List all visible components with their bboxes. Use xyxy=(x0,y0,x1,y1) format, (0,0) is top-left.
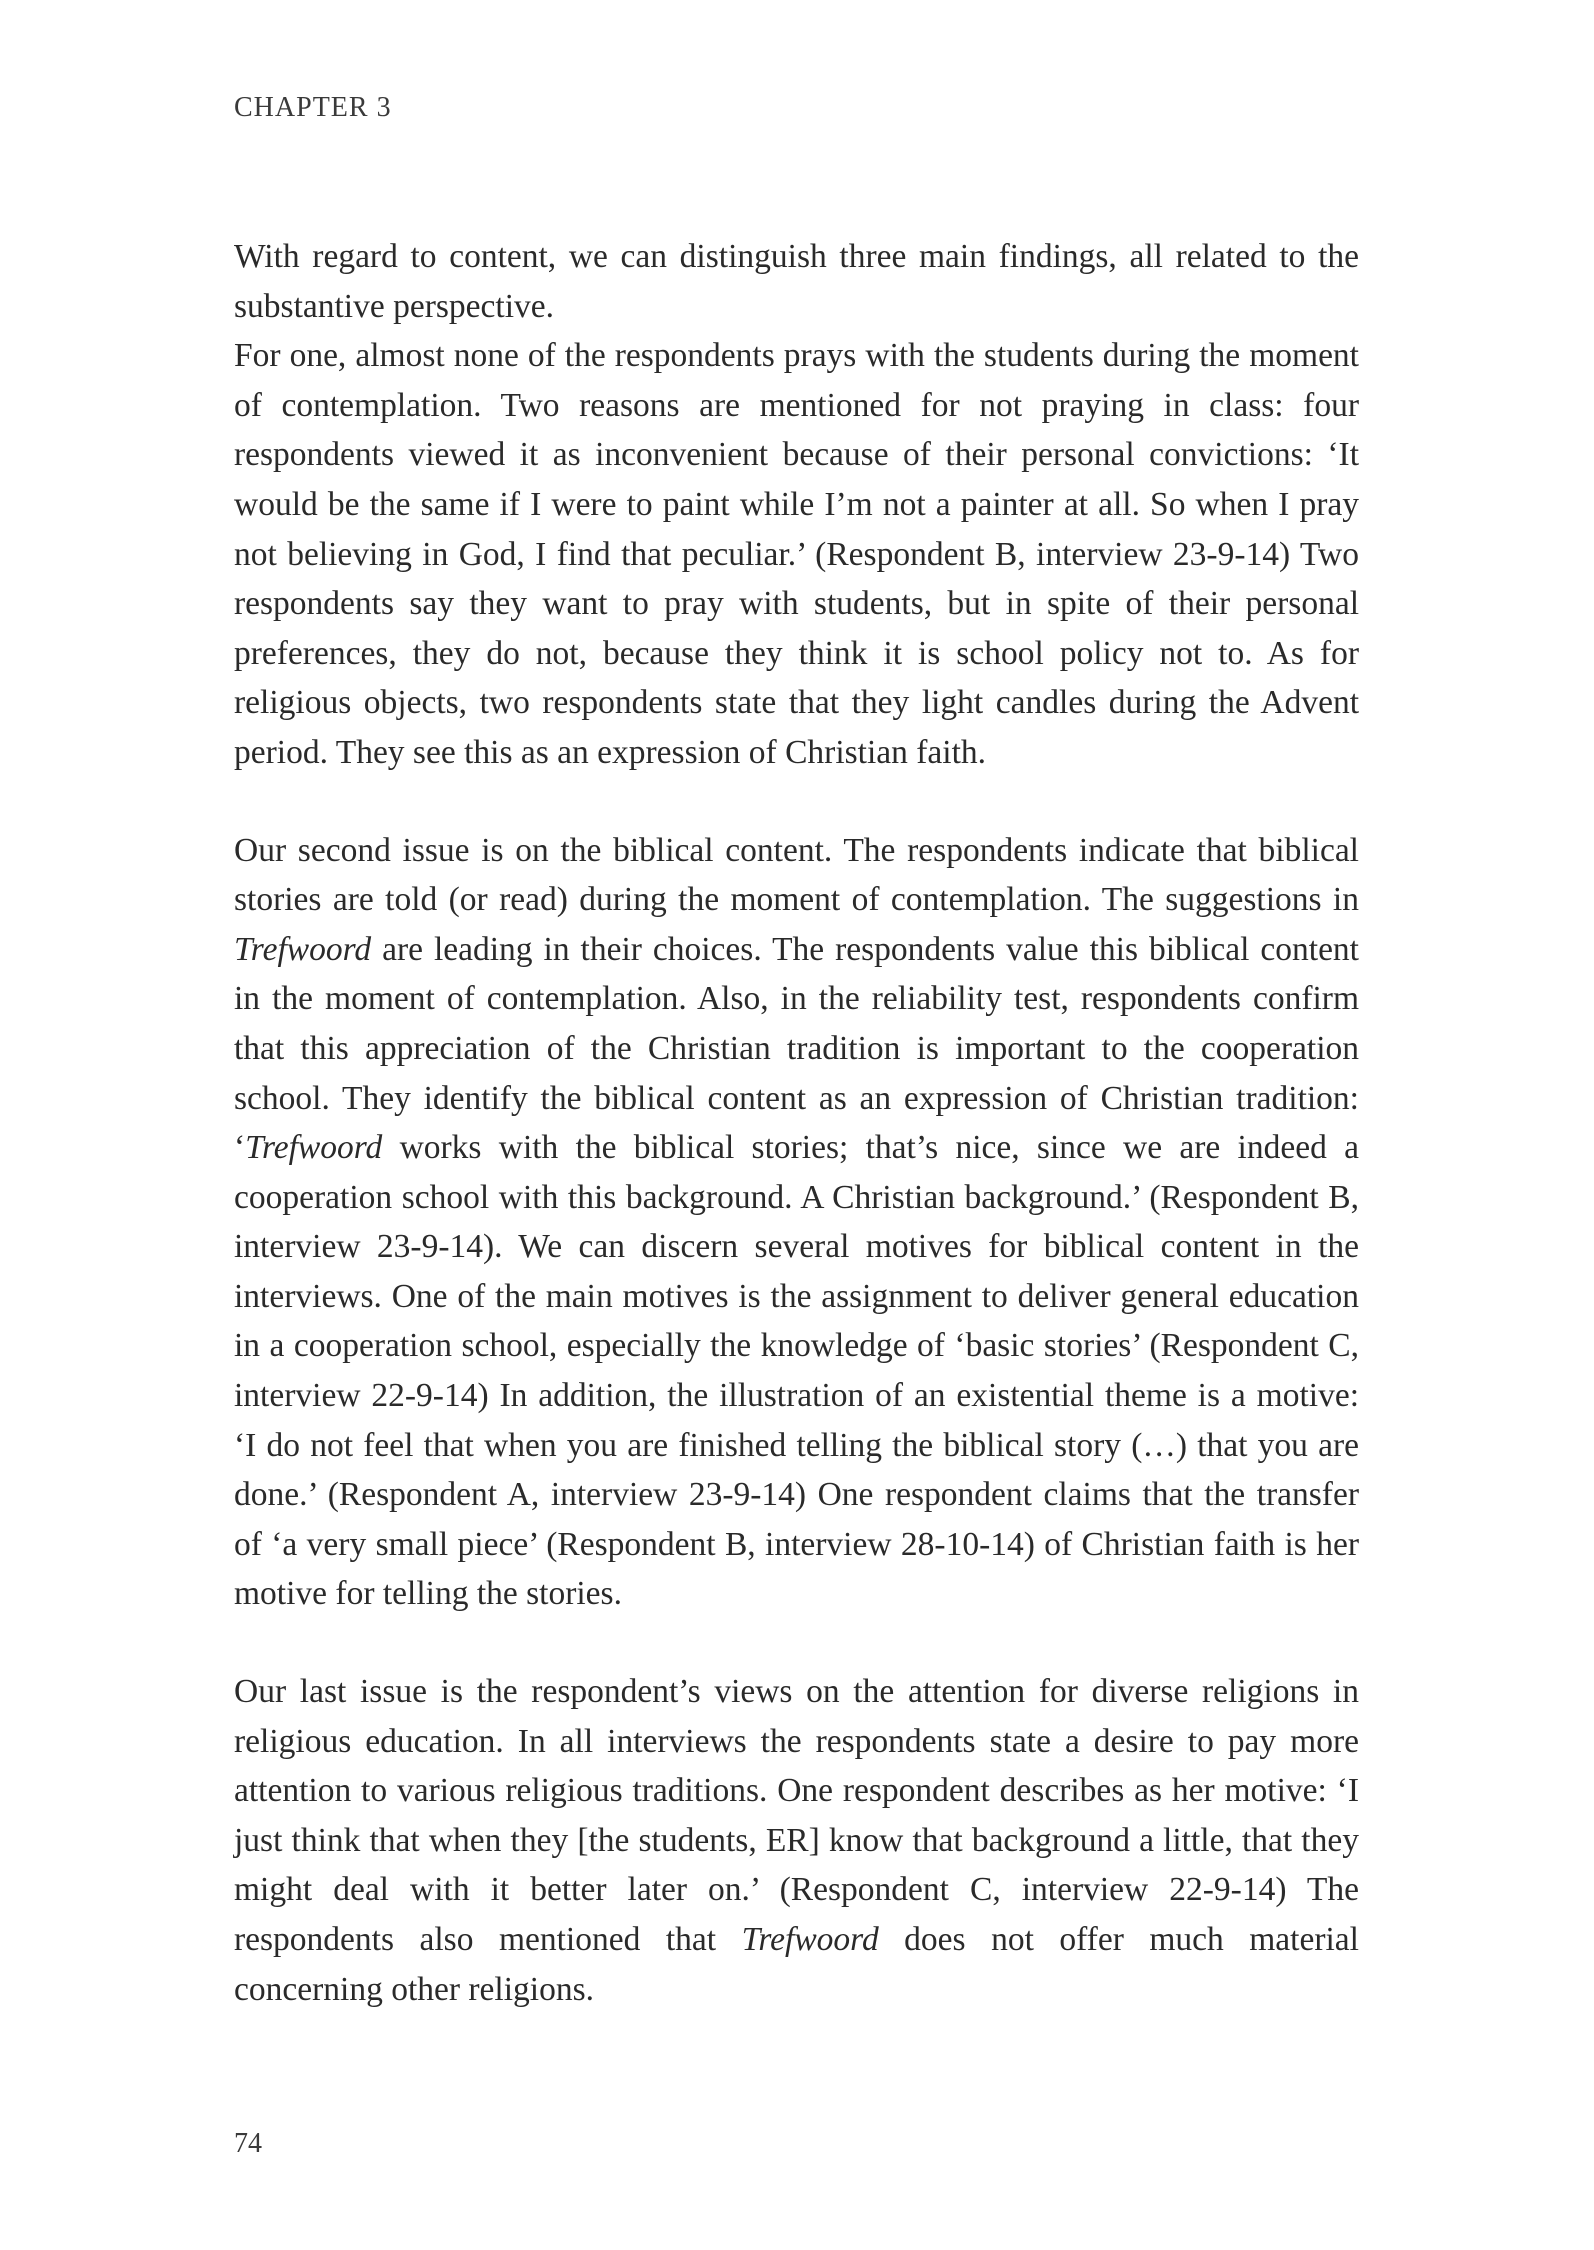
italic-title: Trefwoord xyxy=(234,930,372,968)
text-run: are leading in their choices. The respondents value this biblical content in the moment of contemplation. Also, in the reliability test, respondents confirm that this appreciation of the Christian tradition is important to the cooperation school. They identify the biblical content as an expression of Christian tradition: ‘ xyxy=(234,930,1359,1167)
text-run: Our second issue is on the biblical content. The respondents indicate that biblical stories are told (or read) during the moment of contemplation. The suggestions in xyxy=(234,831,1359,919)
italic-title: Trefwoord xyxy=(741,1921,879,1958)
page-number: 74 xyxy=(234,2128,262,2159)
paragraph-biblical-content xyxy=(234,826,1359,1620)
paragraph-praying: For one, almost none of the respondents prays with the students during the moment of contemplation. Two reasons are mentioned for not praying in class: four respondents viewed it as inconvenient because of their personal convictions: ‘It would be the same if I were to paint while I’m not a painter at all. So when I pray not believing in God, I find that peculiar.’ (Respondent B, interview 23-9-14) Two respondents say they want to pray with students, but in spite of their personal preferences, they do not, because they think it is school policy not to. As for religious objects, two respondents state that they light candles during the Advent period. They see this as an expression of Christian faith. xyxy=(234,337,1359,771)
italic-title: Trefwoord xyxy=(245,1129,383,1167)
text-run: works with the biblical stories; that’s nice, since we are indeed a cooperation school with this background. A Christian background.’ (Respondent B, interview 23-9-14). We can discern several motives for biblical content in the interviews. One of the main motives is the assignment to deliver general education in a cooperation school, especially the knowledge of ‘basic stories’ (Respondent C, interview 22-9-14) In addition, the illustration of an existential theme is a motive: ‘I do not feel that when you are finished telling the biblical story (…) that you are done.’ (Respondent A, interview 23-9-14) One respondent claims that the transfer of ‘a very small piece’ (Respondent B, interview 28-10-14) of Christian faith is her motive for telling the stories. xyxy=(234,1129,1359,1613)
body-text xyxy=(234,232,1359,2014)
text-run: does not offer much material concerning other religions. xyxy=(234,1921,1359,2008)
text-run: Our last issue is the respondent’s views on the attention for diverse religions in religious education. In all interviews the respondents state a desire to pay more attention to various religious traditions. One respondent describes as her motive: ‘I just think that when they [the students, ER] know that background a little, that they might deal with it better later on.’ (Respondent C, interview 22-9-14) The respondents also mentioned that xyxy=(234,1673,1359,1958)
paragraph-diverse-religions xyxy=(234,1667,1359,2014)
paragraph-intro: With regard to content, we can distinguish three main findings, all related to the substantive perspective. xyxy=(234,238,1359,325)
running-head: CHAPTER 3 xyxy=(234,92,392,123)
